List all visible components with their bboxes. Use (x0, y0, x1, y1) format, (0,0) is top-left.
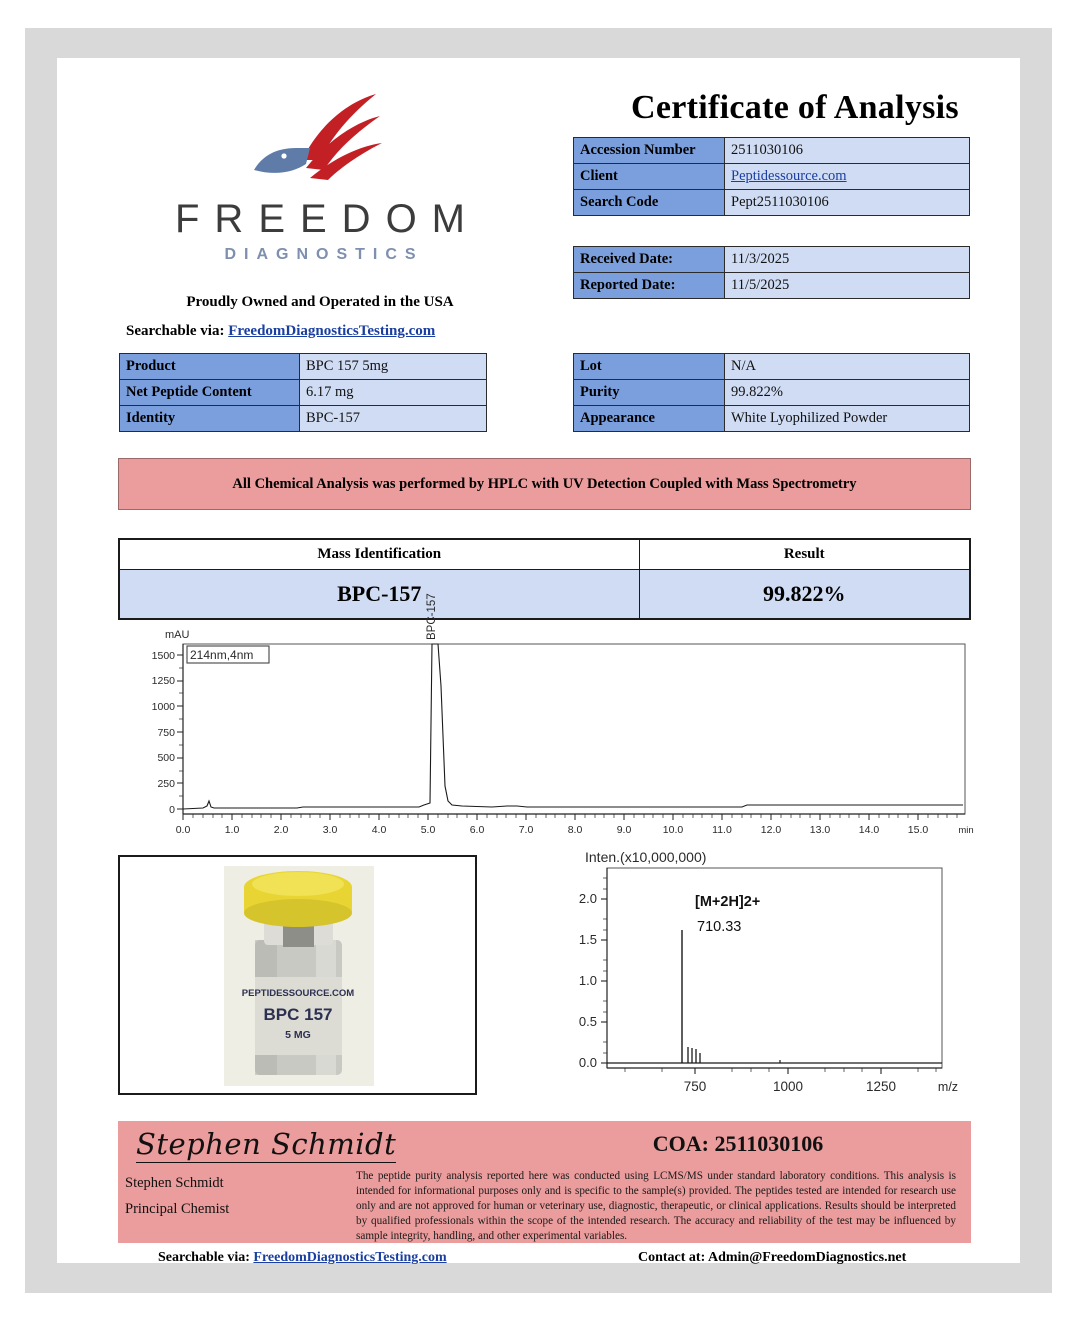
mass-spectrum-mz-annotation: 710.33 (697, 919, 742, 935)
product-vial-photo (118, 855, 477, 1095)
mass-spectrum-title: Inten.(x10,000,000) (585, 849, 707, 865)
vial-label-brand: PEPTIDESSOURCE.COM (241, 988, 355, 999)
lot-table (573, 353, 970, 432)
purity-value: 99.822% (725, 380, 970, 406)
client-link[interactable]: Peptidessource.com (731, 168, 847, 184)
company-logo-block (120, 88, 520, 340)
freedom-diagnostics-testing-link-bottom[interactable]: FreedomDiagnosticsTesting.com (253, 1250, 447, 1265)
product-table (119, 353, 487, 432)
reported-date-label: Reported Date: (574, 273, 725, 299)
svg-text:0.0: 0.0 (578, 1055, 597, 1070)
dates-table (573, 246, 970, 299)
search-code-value: Pept2511030106 (725, 190, 970, 216)
svg-text:8.0: 8.0 (567, 824, 583, 836)
searchable-via-bottom (158, 1250, 447, 1266)
accession-number-label: Accession Number (574, 138, 725, 164)
table-row (574, 190, 970, 216)
svg-text:6.0: 6.0 (469, 824, 485, 836)
svg-text:1250: 1250 (151, 675, 175, 687)
usa-tagline: Proudly Owned and Operated in the USA (186, 294, 454, 310)
svg-text:5.0: 5.0 (420, 824, 436, 836)
chromatogram-wavelength-annotation: 214nm,4nm (190, 648, 254, 662)
svg-text:750: 750 (683, 1079, 707, 1094)
logo-brand-subtitle: DIAGNOSTICS (224, 246, 424, 263)
svg-text:1500: 1500 (151, 650, 175, 662)
svg-text:3.0: 3.0 (322, 824, 338, 836)
page-title: Certificate of Analysis (631, 89, 959, 126)
appearance-label: Appearance (574, 406, 725, 432)
table-row (574, 247, 970, 273)
svg-text:1.0: 1.0 (224, 824, 240, 836)
svg-text:0: 0 (169, 804, 175, 816)
table-row (574, 406, 970, 432)
searchable-label: Searchable via: (126, 323, 225, 339)
svg-text:0.0: 0.0 (175, 824, 191, 836)
chromatogram-peak-label: BPC-157 (426, 593, 438, 640)
svg-text:1000: 1000 (151, 701, 175, 713)
signature-footer (118, 1121, 971, 1243)
lot-value: N/A (725, 354, 970, 380)
mass-spectrum-chart (497, 848, 987, 1108)
disclaimer-text: The peptide purity analysis reported here was conducted using LCMS/MS under standard laboratory conditions. This analysis is intended for informational purposes only and is specific to the sample(s) provided. The peptides tested are intended for research use only and are not approved for human or veterinary use, diagnostic, therapeutic, or clinical applications. Results should be interpreted by qualified professionals within the scope of the intended research. The accuracy and reliability of the test may be influenced by sample integrity, handling, and other experimental variables. (356, 1170, 956, 1243)
reported-date-value: 11/5/2025 (725, 273, 970, 299)
identity-value: BPC-157 (300, 406, 487, 432)
svg-text:7.0: 7.0 (518, 824, 534, 836)
appearance-value: White Lyophilized Powder (725, 406, 970, 432)
analysis-method-banner: All Chemical Analysis was performed by HPLC with UV Detection Coupled with Mass Spectrometry (118, 458, 971, 510)
result-header: Result (639, 539, 970, 569)
svg-text:14.0: 14.0 (858, 824, 880, 836)
accession-number-value: 2511030106 (725, 138, 970, 164)
svg-text:13.0: 13.0 (809, 824, 831, 836)
mass-identification-header: Mass Identification (119, 539, 639, 569)
signer-name: Stephen Schmidt (125, 1175, 224, 1191)
search-code-label: Search Code (574, 190, 725, 216)
net-peptide-content-value: 6.17 mg (300, 380, 487, 406)
product-label: Product (120, 354, 300, 380)
table-row (574, 354, 970, 380)
chromatogram-xlabel: min (958, 825, 974, 836)
mass-identification-result: 99.822% (639, 569, 970, 619)
coa-number: COA: 2511030106 (652, 1131, 824, 1156)
svg-text:250: 250 (157, 778, 175, 790)
svg-text:1.5: 1.5 (578, 932, 597, 947)
mass-identification-table (118, 538, 971, 620)
eagle-flag-logo-icon (210, 88, 430, 198)
svg-text:9.0: 9.0 (616, 824, 632, 836)
logo-brand-name: FREEDOM (175, 197, 480, 241)
table-row (574, 273, 970, 299)
svg-text:750: 750 (157, 727, 175, 739)
svg-text:12.0: 12.0 (760, 824, 782, 836)
svg-text:4.0: 4.0 (371, 824, 387, 836)
vial-label-product: BPC 157 (263, 1005, 333, 1024)
page-footer-bar (118, 1243, 971, 1273)
searchable-label-bottom: Searchable via: (158, 1250, 250, 1265)
identity-label: Identity (120, 406, 300, 432)
searchable-via-top (126, 323, 520, 340)
product-value: BPC 157 5mg (300, 354, 487, 380)
table-row (120, 354, 487, 380)
table-row (119, 569, 970, 619)
mass-identification-analyte: BPC-157 (119, 569, 639, 619)
svg-text:10.0: 10.0 (662, 824, 684, 836)
accession-table (573, 137, 970, 216)
received-date-label: Received Date: (574, 247, 725, 273)
svg-text:1250: 1250 (865, 1079, 897, 1094)
svg-text:2.0: 2.0 (273, 824, 289, 836)
table-row (574, 380, 970, 406)
chromatogram-ylabel: mAU (165, 629, 190, 641)
received-date-value: 11/3/2025 (725, 247, 970, 273)
client-value (725, 164, 970, 190)
table-row (120, 380, 487, 406)
certificate-page (57, 58, 1020, 1263)
svg-text:2.0: 2.0 (578, 891, 597, 906)
mass-spectrum-xlabel: m/z (937, 1080, 959, 1094)
mass-spectrum-ion-annotation: [M+2H]2+ (695, 894, 761, 910)
client-label: Client (574, 164, 725, 190)
svg-text:0.5: 0.5 (578, 1014, 597, 1029)
lot-label: Lot (574, 354, 725, 380)
signer-role: Principal Chemist (125, 1201, 230, 1217)
table-row (574, 164, 970, 190)
svg-text:11.0: 11.0 (712, 824, 732, 836)
svg-text:1000: 1000 (772, 1079, 804, 1094)
purity-label: Purity (574, 380, 725, 406)
freedom-diagnostics-testing-link-top[interactable]: FreedomDiagnosticsTesting.com (228, 323, 436, 339)
contact-info: Contact at: Admin@FreedomDiagnostics.net (638, 1250, 907, 1265)
signature-image: Stephen Schmidt (136, 1127, 397, 1161)
table-row (574, 138, 970, 164)
table-row (120, 406, 487, 432)
table-header-row (119, 539, 970, 569)
vial-label-amount: 5 MG (285, 1029, 311, 1041)
svg-text:1.0: 1.0 (578, 973, 597, 988)
net-peptide-content-label: Net Peptide Content (120, 380, 300, 406)
svg-text:15.0: 15.0 (907, 824, 929, 836)
svg-text:500: 500 (157, 752, 175, 764)
